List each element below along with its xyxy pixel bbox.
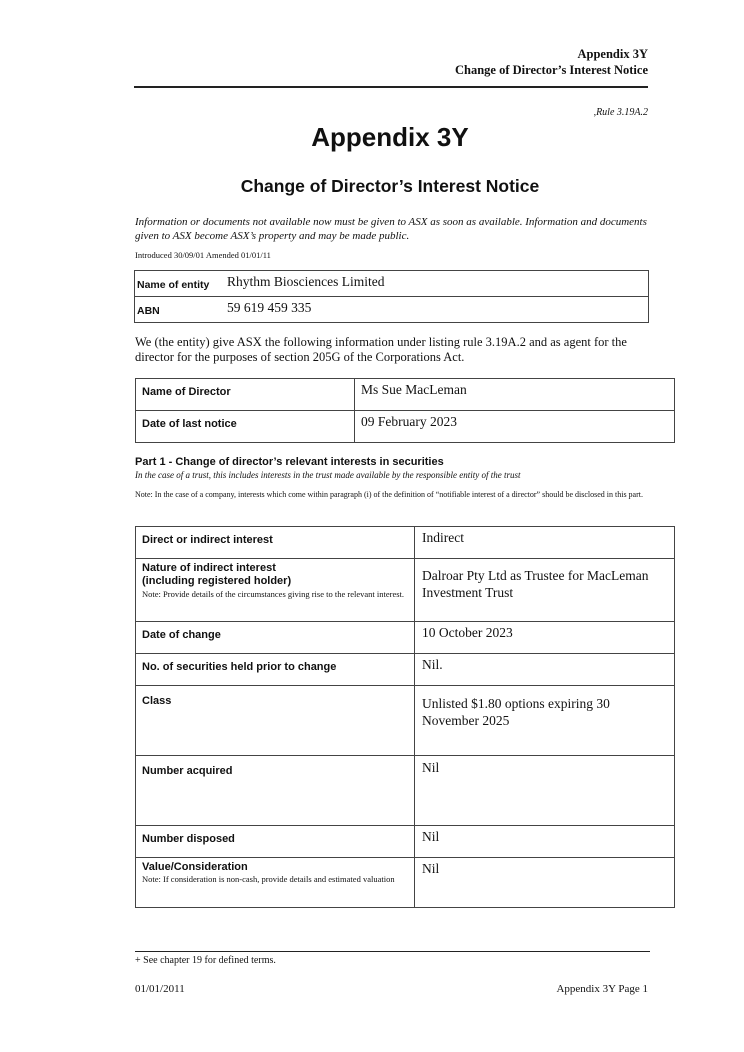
prior-securities-label: No. of securities held prior to change <box>142 661 337 673</box>
table-row <box>136 858 675 908</box>
row-label-cell <box>136 622 415 654</box>
header-line-1: Appendix 3Y <box>577 47 648 61</box>
part1-subtitle: In the case of a trust, this includes interests in the trust made available by the responsible entity of the trust <box>135 470 521 480</box>
table-row <box>136 826 675 858</box>
nature-note: Note: Provide details of the circumstances giving rise to the relevant interest. <box>142 589 405 599</box>
row-label-cell <box>136 654 415 686</box>
interest-table <box>135 526 675 908</box>
footer-date: 01/01/2011 <box>135 983 185 995</box>
part1-note: Note: In the case of a company, interests which come within paragraph (i) of the definition of “notifiable interest of a director” should be disclosed in this part. <box>135 490 643 499</box>
intro-text: Information or documents not available now must be given to ASX as soon as available. Information and documents given to ASX become ASX’s property and may be made public. <box>135 216 647 242</box>
date-of-change-label: Date of change <box>142 629 221 641</box>
row-value-cell <box>415 654 675 686</box>
statement-text: We (the entity) give ASX the following information under listing rule 3.19A.2 and as agent for the director for the purposes of section 205G of the Corporations Act. <box>135 335 627 364</box>
class-label: Class <box>142 695 172 707</box>
director-label-cell <box>136 379 355 411</box>
entity-name-label-cell <box>135 271 226 297</box>
direct-indirect-label: Direct or indirect interest <box>142 534 273 546</box>
row-label-cell <box>136 559 415 622</box>
director-value: Ms Sue MacLeman <box>361 382 467 397</box>
date-of-change-value: 10 October 2023 <box>422 625 513 640</box>
part1-title: Part 1 - Change of director’s relevant interests in securities <box>135 456 444 468</box>
abn-label-cell <box>135 297 226 323</box>
entity-table <box>134 270 649 323</box>
row-label-cell <box>136 858 415 908</box>
last-notice-value-cell <box>355 411 675 443</box>
row-value-cell <box>415 527 675 559</box>
footer-rule <box>135 951 650 952</box>
director-value-cell <box>355 379 675 411</box>
nature-label-2: (including registered holder) <box>142 575 292 587</box>
footer-definitions: + See chapter 19 for defined terms. <box>135 955 276 966</box>
rule-reference: ,Rule 3.19A.2 <box>593 107 648 118</box>
row-value-cell <box>415 826 675 858</box>
number-disposed-label: Number disposed <box>142 833 235 845</box>
table-row <box>136 527 675 559</box>
class-value: Unlisted $1.80 options expiring 30 November 2025 <box>422 696 610 728</box>
row-value-cell <box>415 559 675 622</box>
header-line-2: Change of Director’s Interest Notice <box>455 63 648 77</box>
consideration-label: Value/Consideration <box>142 861 248 873</box>
row-label-cell <box>136 527 415 559</box>
direct-indirect-value: Indirect <box>422 530 464 545</box>
director-label: Name of Director <box>142 386 231 398</box>
row-label-cell <box>136 756 415 826</box>
table-row <box>136 559 675 622</box>
last-notice-label-cell <box>136 411 355 443</box>
abn-label: ABN <box>137 305 160 317</box>
last-notice-value: 09 February 2023 <box>361 414 457 429</box>
row-label-cell <box>136 686 415 756</box>
number-acquired-label: Number acquired <box>142 765 233 777</box>
prior-securities-value: Nil. <box>422 657 443 672</box>
table-row <box>136 654 675 686</box>
page-title: Appendix 3Y <box>311 122 469 152</box>
last-notice-label: Date of last notice <box>142 418 237 430</box>
introduced-date: Introduced 30/09/01 Amended 01/01/11 <box>135 250 271 260</box>
table-row <box>136 686 675 756</box>
header-rule <box>134 86 648 88</box>
abn-value-cell <box>225 297 649 323</box>
entity-name-value: Rhythm Biosciences Limited <box>227 274 385 289</box>
abn-value: 59 619 459 335 <box>227 300 312 315</box>
nature-value: Dalroar Pty Ltd as Trustee for MacLeman Investment Trust <box>422 568 649 600</box>
row-value-cell <box>415 858 675 908</box>
table-row <box>136 756 675 826</box>
director-table <box>135 378 675 443</box>
entity-name-value-cell <box>225 271 649 297</box>
row-label-cell <box>136 826 415 858</box>
table-row <box>136 622 675 654</box>
row-value-cell <box>415 686 675 756</box>
number-disposed-value: Nil <box>422 829 440 844</box>
consideration-value: Nil <box>422 861 440 876</box>
consideration-note: Note: If consideration is non-cash, provide details and estimated valuation <box>142 874 395 884</box>
page-subtitle: Change of Director’s Interest Notice <box>240 176 540 196</box>
nature-label: Nature of indirect interest <box>142 562 276 574</box>
row-value-cell <box>415 622 675 654</box>
footer-page-number: Appendix 3Y Page 1 <box>556 983 648 995</box>
entity-name-label: Name of entity <box>137 279 210 291</box>
number-acquired-value: Nil <box>422 760 440 775</box>
row-value-cell <box>415 756 675 826</box>
